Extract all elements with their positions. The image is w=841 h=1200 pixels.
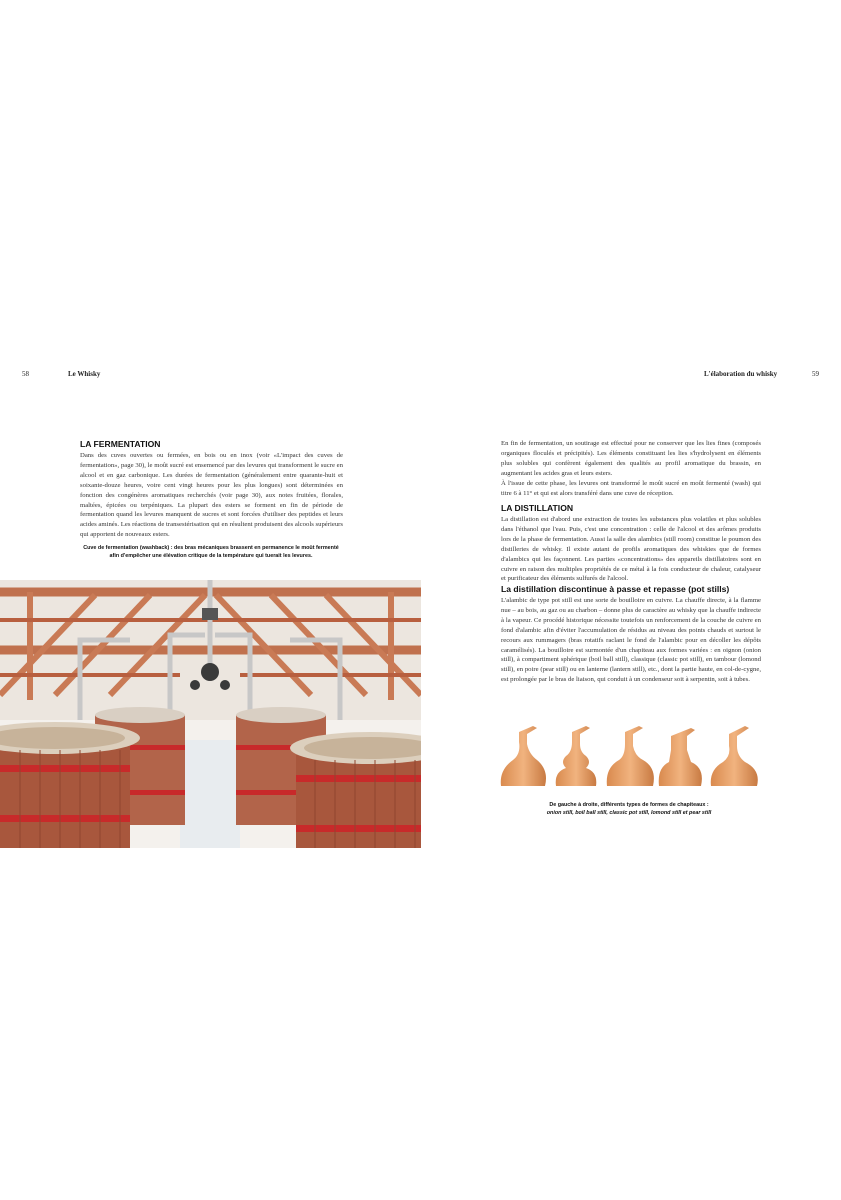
running-head-right: L'élaboration du whisky: [704, 370, 778, 378]
pear-still-icon: [711, 726, 758, 786]
washback-caption: Cuve de fermentation (washback) : des bras mécaniques brassent en permanence le moût fermenté afin d'empêcher une élévation critique de la température qui tuerait les levures.: [83, 545, 339, 559]
onion-still-icon: [501, 726, 546, 786]
still-shapes-illustration: [497, 722, 763, 792]
running-head-left: Le Whisky: [68, 370, 101, 378]
stills-caption-line-1: De gauche à droite, différents types de formes de chapiteaux :: [549, 802, 709, 808]
intro-paragraph: En fin de fermentation, un soutirage est effectué pour ne conserver que les lies fines (composés organiques floculés et précipités). Les éléments constituant les lies s'hydrolysent en éléments plus solubles qui confèrent également des qualités au profil aromatique du brassin, en augmentant les acides gras et leurs esters.: [501, 440, 761, 477]
boil-ball-still-icon: [556, 726, 597, 786]
folio-right: 59: [812, 370, 819, 378]
heading-fermentation: LA FERMENTATION: [80, 439, 161, 449]
folio-left: 58: [22, 370, 29, 378]
washback-illustration: [0, 580, 421, 848]
fermentation-body: Dans des cuves ouvertes ou fermées, en bois ou en inox (voir «L'impact des cuves de fermentation», page 30), le moût sucré est ensemencé par des levures qui transforment le sucre en alcool et en gaz carbonique. Les durées de fermentation (généralement entre quarante-huit et soixante-douze heures, voire cent vingt heures pour les plus longues) sont déterminées en fonction des congénères aromatiques recherchés (voir page 30), aux notes fruitées, florales, maltées, épicées ou terpéniques. La plupart des esters se forment en fin de période de fermentation quand les levures manquent de sucres et sont forcées d'utiliser des peptides et leurs acides aminés. Les réactions de transestérisation qui en résultent produisent des alcools supérieurs qui apportent de nouveaux esters.: [80, 452, 343, 539]
heading-pot-stills: La distillation discontinue à passe et repasse (pot stills): [501, 584, 730, 594]
classic-pot-still-icon: [607, 726, 654, 786]
lomond-still-icon: [659, 728, 702, 786]
heading-distillation: LA DISTILLATION: [501, 503, 574, 513]
distillation-body: La distillation est d'abord une extraction de toutes les substances plus volatiles et plus solubles dans l'éthanol que l'eau. Puis, c'est une concentration : celle de l'alcool et des arômes produits lors de la phase de fermentation. Aussi la salle des alambics (still room) constitue le poumon des distilleries de whisky. Il existe autant de profils aromatiques des whiskies que de formes d'alambics qui les façonnent. Les parties «concentrations» des appareils distillatoires sont en cuivre en raison des multiples propriétés de ce métal à la fois conducteur de chaleur, catalyseur et purificateur des éléments sulfurés de l'alcool.: [501, 516, 761, 583]
pot-stills-body: L'alambic de type pot still est une sorte de bouilloire en cuivre. La chauffe directe, à la flamme nue – au bois, au gaz ou au charbon – donne plus de caractère au whisky que la chauffe indirecte à la vapeur. Ce procédé historique nécessite toutefois un renforcement de la couche de cuivre en fond d'alambic afin d'éviter l'accumulation de résidus au niveau des points chauds et surtout le recours aux rummagers (bras rotatifs raclant le fond de l'alambic pour en décoller les dépôts caramélisés). La bouilloire est surmontée d'un chapiteau aux formes variées : en oignon (onion still), à compartiment sphérique (boil ball still), classique (classic pot still), en tambour (lomond still), en poire (pear still) ou en lanterne (lantern still), etc., dont la partie haute, en col-de-cygne, est prolongée par le bras de liaison, qui conduit à un condenseur soit à serpentin, soit à tubes.: [501, 597, 761, 684]
intro-paragraph-2: À l'issue de cette phase, les levures ont transformé le moût sucré en moût fermenté (wash) qui titre 6 à 11° et qui est alors transféré dans une cuve de réception.: [501, 480, 761, 497]
stills-caption-line-2: onion still, boil ball still, classic pot still, lomond still et pear still: [546, 810, 712, 816]
